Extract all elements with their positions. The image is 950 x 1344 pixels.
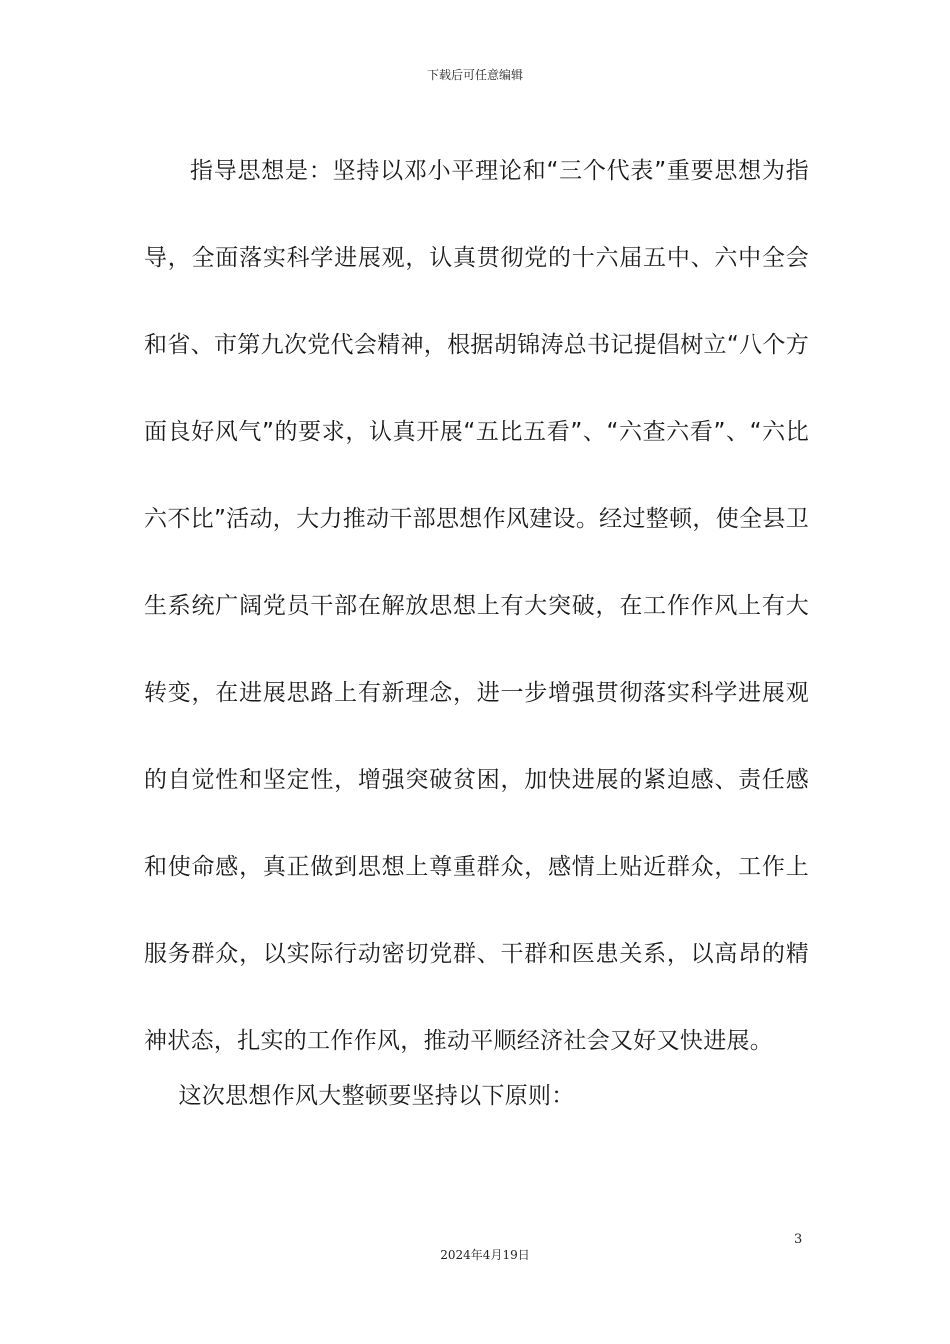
principles-intro-paragraph: 这次思想作风大整顿要坚持以下原则： <box>178 1083 575 1109</box>
guiding-ideology-paragraph: 指导思想是：坚持以邓小平理论和“三个代表”重要思想为指导，全面落实科学进展观，认真贯彻党的十六届五中、六中全会和省、市第九次党代会精神，根据胡锦涛总书记提倡树立“八个方面良好风气”的要求，认真开展“五比五看”、“六查六看”、“六比六不比”活动，大力推动干部思想作风建设。经过整顿，使全县卫生系统广阔党员干部在解放思想上有大突破，在工作作风上有大转变，在进展思路上有新理念，进一步增强贯彻落实科学进展观的自觉性和坚定性，增强突破贫困，加快进展的紧迫感、责任感和使命感，真正做到思想上尊重群众，感情上贴近群众，工作上服务群众，以实际行动密切党群、干群和医患关系，以高昂的精神状态，扎实的工作作风，推动平顺经济社会又好又快进展。 <box>144 158 809 1054</box>
page-header: 下载后可任意编辑 <box>426 68 523 82</box>
footer-date: 2024年4月19日 <box>440 1248 530 1262</box>
page-number: 3 <box>794 1232 803 1247</box>
